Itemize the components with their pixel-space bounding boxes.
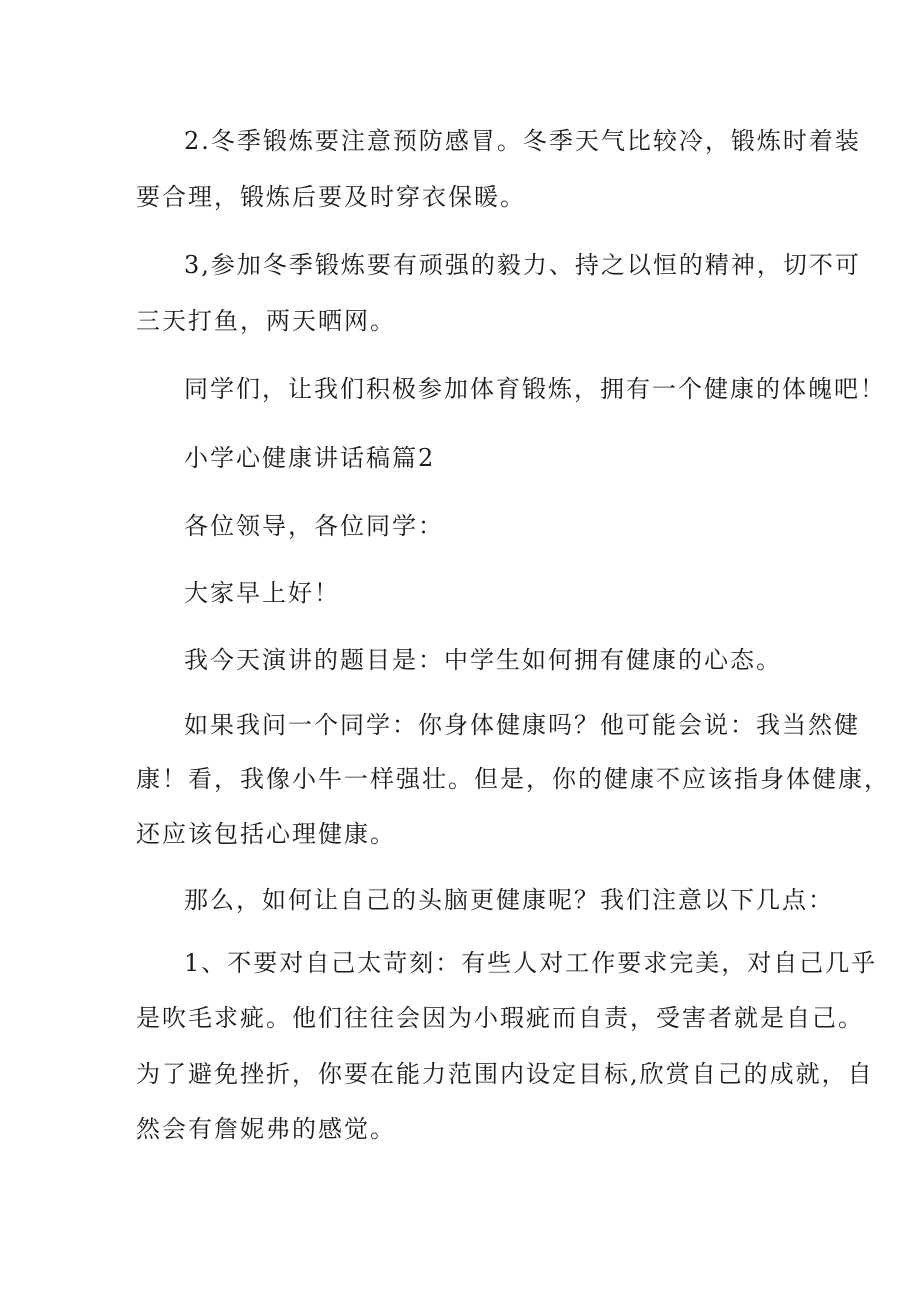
paragraph-line: 然会有詹妮弗的感觉。 — [136, 1115, 396, 1143]
paragraph-line: 要合理，锻炼后要及时穿衣保暖。 — [136, 183, 526, 211]
greeting: 大家早上好！ — [184, 579, 340, 607]
salutation: 各位领导，各位同学： — [184, 512, 444, 540]
paragraph-line: 2.冬季锻炼要注意预防感冒。冬季天气比较冷，锻炼时着装 — [184, 127, 861, 155]
paragraph-line: 是吹毛求疵。他们往往会因为小瑕疵而自责，受害者就是自己。 — [136, 1004, 864, 1032]
paragraph-line: 三天打鱼，两天晒网。 — [136, 307, 396, 335]
paragraph-line: 同学们，让我们积极参加体育锻炼，拥有一个健康的体魄吧！ — [184, 375, 886, 403]
section-heading: 小学心健康讲话稿篇2 — [184, 444, 436, 472]
paragraph-line: 如果我问一个同学：你身体健康吗？他可能会说：我当然健 — [184, 711, 860, 739]
paragraph-line: 康！看，我像小牛一样强壮。但是，你的健康不应该指身体健康， — [136, 765, 890, 793]
paragraph-line: 我今天演讲的题目是：中学生如何拥有健康的心态。 — [184, 646, 782, 674]
paragraph-line: 3,参加冬季锻炼要有顽强的毅力、持之以恒的精神，切不可 — [184, 251, 861, 279]
paragraph-line: 那么，如何让自己的头脑更健康呢？我们注意以下几点： — [184, 886, 834, 914]
paragraph-line: 为了避免挫折，你要在能力范围内设定目标,欣赏自己的成就，自 — [136, 1060, 874, 1088]
paragraph-line: 1、不要对自己太苛刻：有些人对工作要求完美，对自己几乎 — [184, 949, 878, 977]
paragraph-line: 还应该包括心理健康。 — [136, 820, 396, 848]
